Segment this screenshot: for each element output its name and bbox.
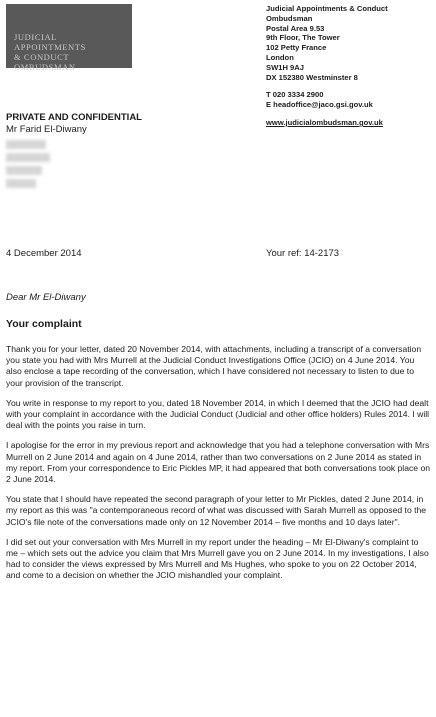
letter-date: 4 December 2014: [6, 248, 82, 259]
sender-address-block: [266, 4, 434, 128]
letter-heading: Your complaint: [6, 318, 82, 330]
logo-line: JUDICIAL: [14, 32, 58, 42]
address-line: SW1H 9AJ: [266, 62, 304, 72]
ombudsman-logo: [6, 4, 132, 72]
body-paragraph: You state that I should have repeated the second paragraph of your letter to Mr Pickles, dated 2 June 2014, in my report as this was "a contemporaneous record of what was discussed with Sarah Murrell as opposed to the JCIO's file note of the conversations made only on 12 November 2014 – five months and 10 days later".: [6, 494, 427, 527]
letter-body: [6, 344, 432, 591]
email-address: E headoffice@jaco.gsi.gov.uk: [266, 100, 373, 110]
logo-line: OMBUDSMAN: [14, 62, 76, 72]
recipient-name: Mr Farid El-Diwany: [6, 124, 87, 135]
body-paragraph: Thank you for your letter, dated 20 November 2014, with attachments, including a transcript of a conversation you state you had with Mrs Murrell at the Judicial Conduct Investigations Office (JCIO) on 4 June 2014. You also enclose a tape recording of the conversation, which I have considered not necessary to listen to due to your provision of the transcript.: [6, 344, 422, 388]
body-paragraph: I apologise for the error in my previous report and acknowledge that you had a telephone conversation with Mrs Murrell on 2 June 2014 and again on 4 June 2014, rather than two conversations on 2 June 2014 as stated in my report. From your correspondence to Eric Pickles MP, it had appeared that both conversations took place on 2 June 2014.: [6, 440, 431, 485]
body-paragraph: I did set out your conversation with Mrs Murrell in my report under the heading – Mr El-Diwany's complaint to me – which sets out the advice you claim that Mrs Murrell gave you on 2 June 2014. In my investigations, I also had to consider the views expressed by Mrs Murrell and Ms Hughes, who spoke to you on 22 October 2014, and come to a decision on whether the JCIO mishandled your complaint.: [6, 536, 429, 581]
address-line: 9th Floor, The Tower: [266, 33, 340, 43]
salutation: Dear Mr El-Diwany: [6, 292, 86, 303]
logo-line: & CONDUCT: [14, 52, 70, 62]
address-line: Ombudsman: [266, 13, 313, 23]
phone-number: T 020 3334 2900: [266, 90, 324, 100]
confidentiality-label: PRIVATE AND CONFIDENTIAL: [6, 112, 142, 123]
reference-number: Your ref: 14-2173: [266, 248, 340, 259]
address-line: Postal Area 9.53: [266, 23, 325, 33]
body-paragraph: You write in response to my report to you, dated 18 November 2014, in which I deemed that the JCIO had dealt with your complaint in accordance with the Judicial Conduct (Judicial and other office holders) Rules 2014. I will deal with the points you raise in turn.: [6, 397, 430, 431]
address-line: London: [266, 52, 294, 62]
website-link[interactable]: www.judicialombudsman.gov.uk: [266, 117, 383, 127]
address-line: 102 Petty France: [266, 43, 327, 53]
address-line: DX 152380 Westminster 8: [266, 72, 358, 82]
redacted-address: [6, 140, 52, 198]
address-line: Judicial Appointments & Conduct: [266, 4, 388, 13]
logo-line: APPOINTMENTS: [14, 42, 86, 52]
